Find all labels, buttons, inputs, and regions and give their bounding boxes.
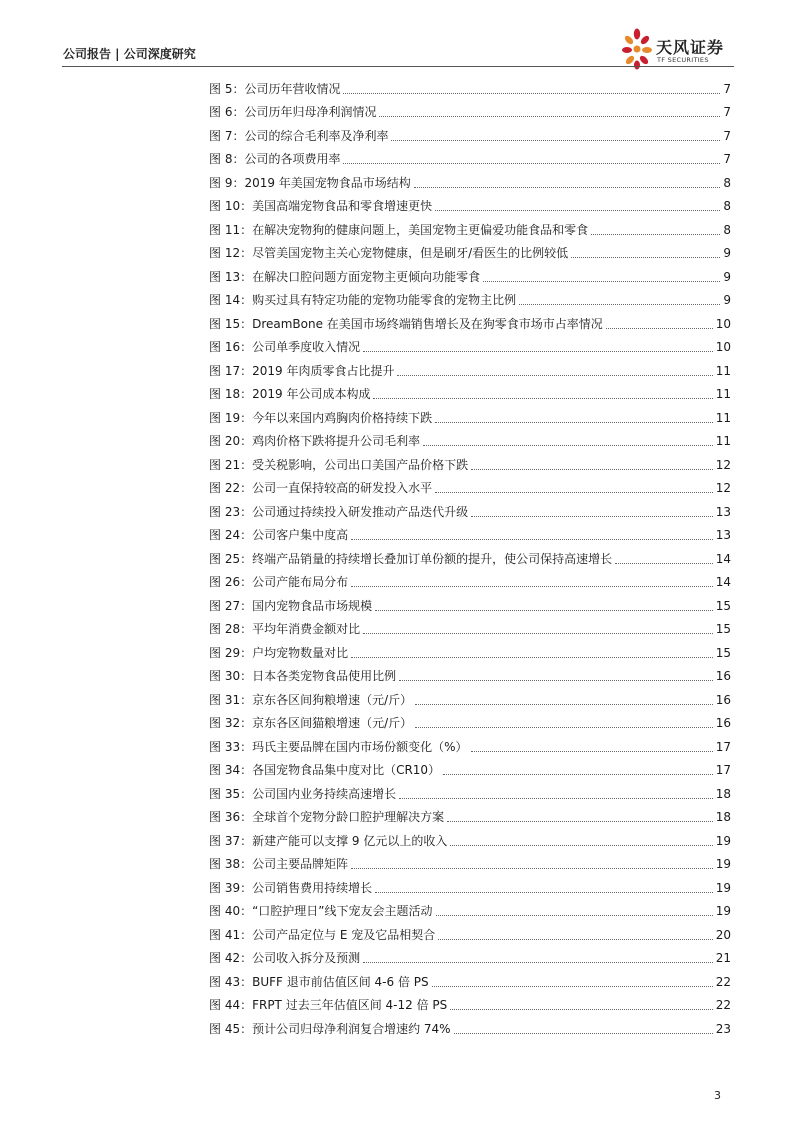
toc-entry-page[interactable]: 11 [715,410,731,425]
toc-entry-label[interactable]: 图 23：公司通过持续投入研发推动产品迭代升级 [209,504,469,519]
toc-entry-label[interactable]: 图 25：终端产品销量的持续增长叠加订单份额的提升，使公司保持高速增长 [209,551,613,566]
toc-entry[interactable] [209,99,731,123]
toc-entry-label[interactable]: 图 34：各国宠物食品集中度对比（CR10） [209,763,441,777]
toc-entry[interactable] [209,75,731,99]
toc-entry-label[interactable]: 图 15：DreamBone 在美国市场终端销售增长及在狗零食市场市占率情况 [209,316,603,331]
toc-entry[interactable] [209,639,731,663]
toc-dot-leader [519,304,720,305]
toc-dot-leader [471,516,713,517]
toc-entry-page[interactable]: 16 [715,716,731,730]
toc-entry-page[interactable]: 16 [715,669,731,683]
toc-dot-leader [351,539,713,540]
company-logo [620,26,740,70]
toc-entry-label[interactable]: 图 5：公司历年营收情况 [209,81,341,96]
toc-entry[interactable] [209,780,731,804]
toc-entry-page[interactable]: 19 [715,857,731,871]
toc-entry-page[interactable]: 8 [723,199,731,213]
toc-entry-page[interactable]: 7 [723,128,731,143]
toc-entry-page[interactable]: 18 [715,810,731,824]
toc-entry-page[interactable]: 15 [715,598,731,613]
toc-dot-leader [435,210,720,211]
toc-entry[interactable] [209,498,731,522]
toc-entry[interactable] [209,357,731,381]
toc-entry-label[interactable]: 图 31：京东各区间狗粮增速（元/斤） [209,692,413,707]
toc-entry-label[interactable]: 图 39：公司销售费用持续增长 [209,880,373,895]
toc-entry[interactable] [209,334,731,358]
toc-entry[interactable] [209,898,731,922]
toc-entry[interactable] [209,146,731,170]
toc-dot-leader [351,586,713,587]
toc-entry[interactable] [209,804,731,828]
toc-entry-page[interactable]: 16 [715,692,731,707]
toc-entry-page[interactable]: 19 [715,904,731,918]
toc-entry[interactable] [209,851,731,875]
toc-entry-label[interactable]: 图 20：鸡肉价格下跌将提升公司毛利率 [209,434,421,448]
toc-dot-leader [606,328,713,329]
toc-dot-leader [483,281,720,282]
toc-entry-page[interactable]: 11 [715,434,731,448]
toc-entry-label[interactable]: 图 13：在解决口腔问题方面宠物主更倾向功能零食 [209,269,481,284]
toc-entry[interactable] [209,545,731,569]
figure-index-list [209,75,731,1039]
toc-entry-label[interactable]: 图 21：受关税影响，公司出口美国产品价格下跌 [209,457,469,472]
toc-entry[interactable] [209,122,731,146]
toc-entry[interactable] [209,428,731,452]
toc-entry-page[interactable]: 14 [715,575,731,589]
toc-entry-page[interactable]: 19 [715,833,731,848]
toc-entry-label[interactable]: 图 45：预计公司归母净利润复合增速约 74% [209,1021,451,1036]
toc-entry[interactable] [209,287,731,311]
toc-entry-page[interactable]: 10 [715,316,731,331]
toc-entry-page[interactable]: 15 [715,622,731,636]
toc-entry[interactable] [209,827,731,851]
page-header [0,0,793,72]
toc-dot-leader [450,1009,712,1010]
toc-entry-label[interactable]: 图 26：公司产能布局分布 [209,575,349,589]
toc-entry-page[interactable]: 7 [723,81,731,96]
logo-english-name: TF SECURITIES [657,56,709,64]
toc-dot-leader [375,610,713,611]
toc-entry[interactable] [209,522,731,546]
toc-dot-leader [399,798,713,799]
toc-entry-page[interactable]: 22 [715,974,731,989]
toc-dot-leader [436,915,713,916]
toc-entry-page[interactable]: 7 [723,105,731,119]
toc-dot-leader [443,774,713,775]
toc-entry[interactable] [209,451,731,475]
toc-entry[interactable] [209,992,731,1016]
toc-entry-label[interactable]: 图 30：日本各类宠物食品使用比例 [209,669,397,683]
toc-dot-leader [397,375,712,376]
toc-entry-page[interactable]: 11 [715,363,731,378]
toc-dot-leader [423,445,713,446]
toc-dot-leader [343,163,720,164]
toc-dot-leader [438,939,712,940]
toc-entry[interactable] [209,663,731,687]
report-category: 公司报告 | 公司深度研究 [63,47,196,61]
toc-entry[interactable] [209,381,731,405]
toc-entry-label[interactable]: 图 10：美国高端宠物食品和零食增速更快 [209,199,433,213]
toc-entry-page[interactable]: 19 [715,880,731,895]
toc-entry-page[interactable]: 9 [723,269,731,284]
toc-entry-page[interactable]: 13 [715,528,731,542]
toc-entry-label[interactable]: 图 27：国内宠物食品市场规模 [209,598,373,613]
toc-entry[interactable] [209,263,731,287]
toc-entry-label[interactable]: 图 32：京东各区间猫粮增速（元/斤） [209,716,413,730]
toc-entry[interactable] [209,757,731,781]
toc-entry-label[interactable]: 图 29：户均宠物数量对比 [209,645,349,660]
toc-entry[interactable] [209,569,731,593]
toc-dot-leader [379,116,720,117]
toc-entry-page[interactable]: 12 [715,481,731,495]
toc-entry[interactable] [209,193,731,217]
toc-entry[interactable] [209,216,731,240]
toc-entry-label[interactable]: 图 17：2019 年肉质零食占比提升 [209,363,395,378]
toc-dot-leader [363,633,713,634]
toc-dot-leader [415,727,713,728]
toc-entry-page[interactable]: 10 [715,340,731,354]
toc-entry-page[interactable]: 9 [723,293,731,307]
toc-entry-label[interactable]: 图 38：公司主要品牌矩阵 [209,857,349,871]
toc-entry-label[interactable]: 图 33：玛氏主要品牌在国内市场份额变化（%） [209,739,468,754]
toc-entry[interactable] [209,169,731,193]
toc-entry-label[interactable]: 图 24：公司客户集中度高 [209,528,349,542]
toc-entry-page[interactable]: 23 [715,1021,731,1036]
toc-dot-leader [375,892,713,893]
toc-entry-label[interactable]: 图 37：新建产能可以支撑 9 亿元以上的收入 [209,833,448,848]
toc-entry-page[interactable]: 8 [723,222,731,237]
toc-entry[interactable] [209,240,731,264]
toc-entry-page[interactable]: 14 [715,551,731,566]
toc-entry-page[interactable]: 13 [715,504,731,519]
toc-dot-leader [447,821,713,822]
toc-entry[interactable] [209,1015,731,1039]
toc-entry[interactable] [209,921,731,945]
toc-dot-leader [454,1033,713,1034]
toc-entry[interactable] [209,710,731,734]
logo-chinese-name: 天风证券 [656,38,725,57]
toc-entry-label[interactable]: 图 7：公司的综合毛利率及净利率 [209,128,389,143]
toc-dot-leader [415,704,713,705]
toc-entry-label[interactable]: 图 16：公司单季度收入情况 [209,340,361,354]
toc-dot-leader [343,93,720,94]
toc-dot-leader [432,986,713,987]
page-number: 3 [714,1089,721,1102]
toc-dot-leader [373,398,712,399]
toc-dot-leader [450,845,712,846]
toc-dot-leader [351,657,713,658]
header-divider [62,66,734,67]
toc-entry-label[interactable]: 图 19：今年以来国内鸡胸肉价格持续下跌 [209,410,433,425]
toc-entry-label[interactable]: 图 35：公司国内业务持续高速增长 [209,786,397,801]
toc-dot-leader [391,140,720,141]
toc-dot-leader [363,351,713,352]
toc-entry-page[interactable]: 22 [715,998,731,1012]
toc-entry[interactable] [209,733,731,757]
toc-entry-label[interactable]: 图 36：全球首个宠物分龄口腔护理解决方案 [209,810,445,824]
toc-dot-leader [471,469,713,470]
toc-dot-leader [435,492,713,493]
toc-entry-label[interactable]: 图 42：公司收入拆分及预测 [209,951,361,965]
toc-entry-page[interactable]: 17 [715,763,731,777]
toc-dot-leader [435,422,713,423]
toc-entry-page[interactable]: 11 [715,387,731,401]
toc-dot-leader [615,563,713,564]
toc-entry-page[interactable]: 18 [715,786,731,801]
toc-entry-label[interactable]: 图 41：公司产品定位与 E 宠及它品相契合 [209,927,436,942]
toc-entry-label[interactable]: 图 9：2019 年美国宠物食品市场结构 [209,175,411,190]
toc-entry-label[interactable]: 图 6：公司历年归母净利润情况 [209,105,377,119]
toc-entry-page[interactable]: 21 [715,951,731,965]
toc-entry[interactable] [209,310,731,334]
toc-entry[interactable] [209,616,731,640]
toc-entry[interactable] [209,475,731,499]
toc-entry-label[interactable]: 图 44：FRPT 过去三年估值区间 4-12 倍 PS [209,998,448,1012]
toc-dot-leader [471,751,713,752]
toc-dot-leader [571,257,720,258]
toc-dot-leader [351,868,713,869]
toc-entry-label[interactable]: 图 28：平均年消费金额对比 [209,622,361,636]
toc-entry-label[interactable]: 图 8：公司的各项费用率 [209,152,341,166]
toc-entry[interactable] [209,592,731,616]
toc-entry[interactable] [209,404,731,428]
toc-dot-leader [591,234,720,235]
toc-entry-label[interactable]: 图 14：购买过具有特定功能的宠物功能零食的宠物主比例 [209,293,517,307]
toc-entry-page[interactable]: 20 [715,927,731,942]
toc-entry-page[interactable]: 9 [723,246,731,260]
toc-dot-leader [363,962,713,963]
toc-entry-page[interactable]: 8 [723,175,731,190]
toc-entry-label[interactable]: 图 18：2019 年公司成本构成 [209,387,371,401]
toc-entry[interactable] [209,686,731,710]
toc-entry-label[interactable]: 图 40：“口腔护理日”线下宠友会主题活动 [209,904,433,918]
toc-entry[interactable] [209,968,731,992]
toc-entry-page[interactable]: 15 [715,645,731,660]
toc-entry-label[interactable]: 图 11：在解决宠物狗的健康问题上，美国宠物主更偏爱功能食品和零食 [209,222,589,237]
toc-entry-page[interactable]: 12 [715,457,731,472]
toc-dot-leader [414,187,721,188]
toc-dot-leader [399,680,713,681]
toc-entry-page[interactable]: 7 [723,152,731,166]
toc-entry-label[interactable]: 图 22：公司一直保持较高的研发投入水平 [209,481,433,495]
toc-entry-page[interactable]: 17 [715,739,731,754]
petal-logo-icon [620,26,654,70]
toc-entry-label[interactable]: 图 43：BUFF 退市前估值区间 4-6 倍 PS [209,974,429,989]
toc-entry[interactable] [209,945,731,969]
toc-entry-label[interactable]: 图 12：尽管美国宠物主关心宠物健康，但是刷牙/看医生的比例较低 [209,246,569,260]
toc-entry[interactable] [209,874,731,898]
